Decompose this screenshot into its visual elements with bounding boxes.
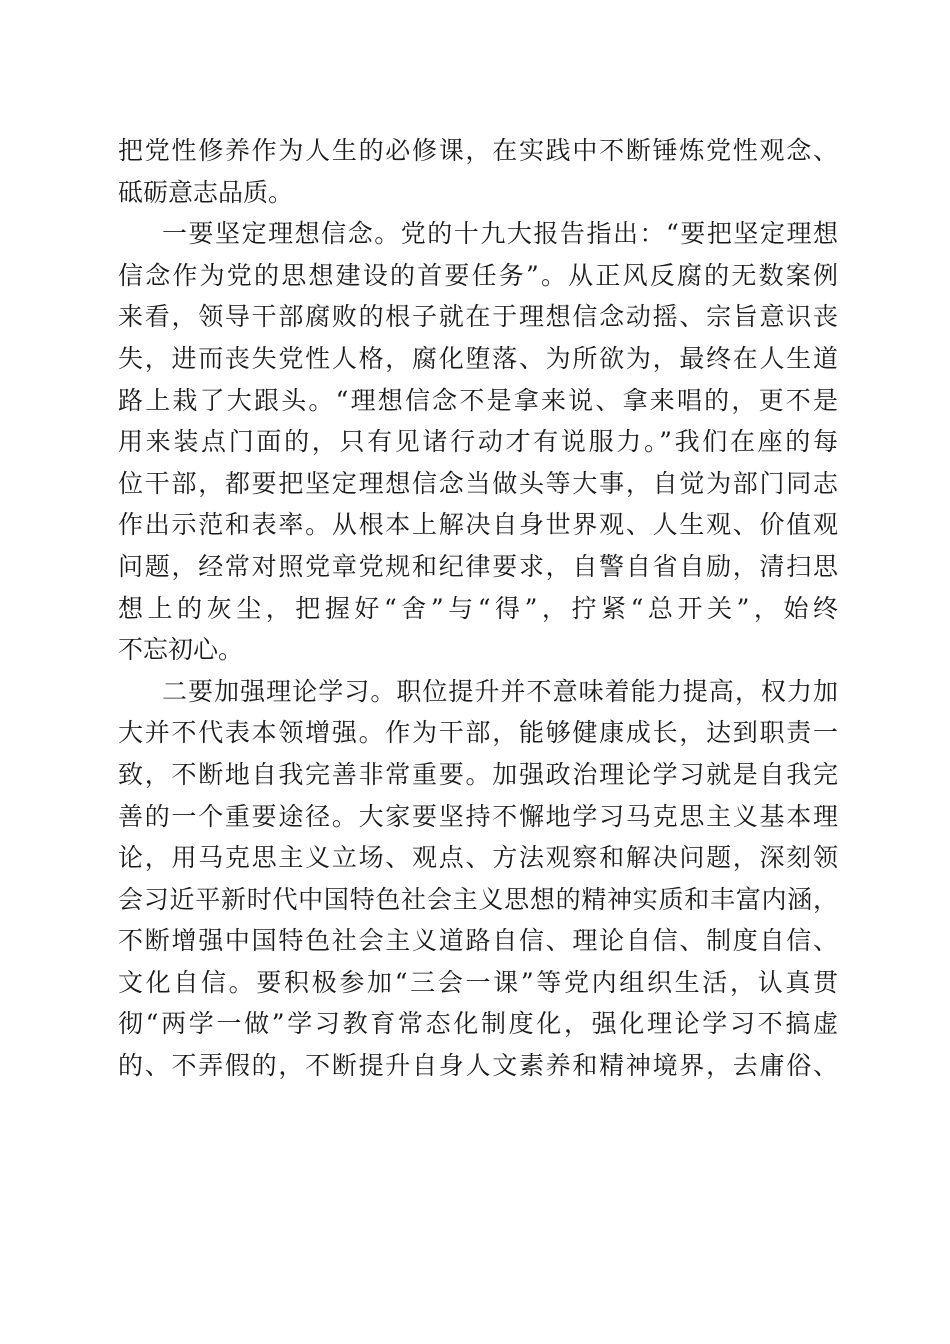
body-text [118,130,838,1087]
text-line: 信念作为党的思想建设的首要任务”。从正风反腐的无数案例 [118,260,838,290]
text-line: 失，进而丧失党性人格，腐化堕落、为所欲为，最终在人生道 [118,343,838,373]
paragraph-start-line: 一要坚定理想信念。党的十九大报告指出：“要把坚定理想 [162,219,838,249]
text-line: 问题，经常对照党章党规和纪律要求，自警自省自励，清扫思 [118,551,838,581]
text-line: 彻“两学一做”学习教育常态化制度化，强化理论学习不搞虚 [118,1009,838,1039]
text-line: 把党性修养作为人生的必修课，在实践中不断锤炼党性观念、 [118,136,838,165]
text-line: 不断增强中国特色社会主义道路自信、理论自信、制度自信、 [118,926,838,956]
text-line: 致，不断地自我完善非常重要。加强政治理论学习就是自我完 [118,759,838,789]
text-line: 文化自信。要积极参加“三会一课”等党内组织生活，认真贯 [118,967,838,997]
text-line: 位干部，都要把坚定理想信念当做头等大事，自觉为部门同志 [118,468,838,498]
text-line: 的、不弄假的，不断提升自身人文素养和精神境界，去庸俗、 [118,1051,838,1081]
text-line: 作出示范和表率。从根本上解决自身世界观、人生观、价值观 [118,510,838,540]
text-line: 善的一个重要途径。大家要坚持不懈地学习马克思主义基本理 [118,801,838,831]
text-line: 路上栽了大跟头。“理想信念不是拿来说、拿来唱的，更不是 [118,385,838,415]
text-line: 不忘初心。 [118,635,244,665]
text-line: 大并不代表本领增强。作为干部，能够健康成长，达到职责一 [118,718,838,748]
text-line: 来看，领导干部腐败的根子就在于理想信念动摇、宗旨意识丧 [118,302,838,332]
text-line: 用来装点门面的，只有见诸行动才有说服力。”我们在座的每 [118,427,838,457]
paragraph-start-line: 二要加强理论学习。职位提升并不意味着能力提高，权力加 [162,676,838,706]
text-line: 会习近平新时代中国特色社会主义思想的精神实质和丰富内涵， [118,884,838,914]
text-line: 论，用马克思主义立场、观点、方法观察和解决问题，深刻领 [118,843,838,873]
text-line: 砥砺意志品质。 [118,177,294,207]
text-line: 想上的灰尘，把握好“舍”与“得”，拧紧“总开关”，始终 [118,593,838,623]
